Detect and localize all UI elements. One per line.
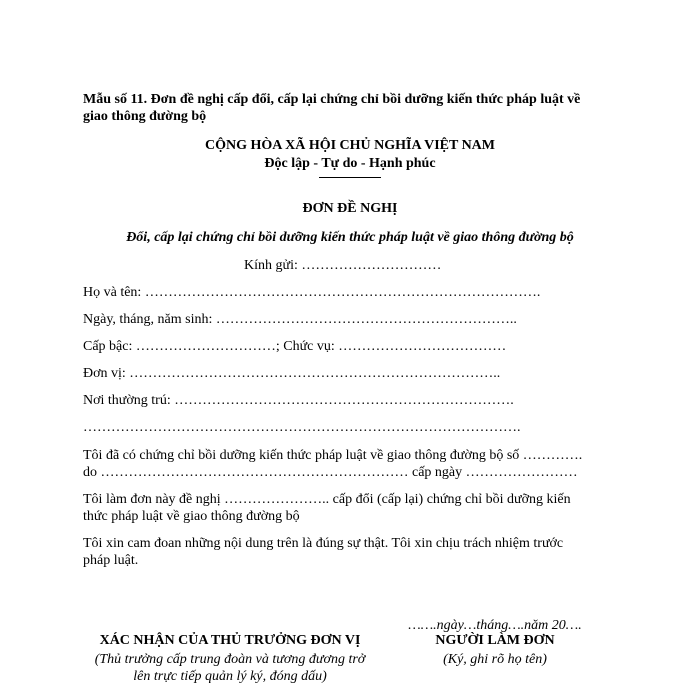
document-title: ĐƠN ĐỀ NGHỊ: [302, 201, 398, 216]
date-line: …….ngày…tháng….năm 20….: [408, 618, 582, 633]
applicant-title: NGƯỜI LÀM ĐƠN: [435, 633, 555, 648]
country-name: CỘNG HÒA XÃ HỘI CHỦ NGHĨA VIỆT NAM: [204, 138, 495, 153]
commitment-paragraph-line2: pháp luật.: [83, 553, 139, 568]
request-paragraph-line1: Tôi làm đơn này đề nghị ………………….. cấp đổi (cấp lại) chứng chỉ bồi dưỡng kiến: [83, 492, 571, 507]
certificate-paragraph-line1: Tôi đã có chứng chỉ bồi dưỡng kiến thức pháp luật về giao thông đường bộ số ………….: [83, 448, 583, 463]
request-paragraph-line2: thức pháp luật về giao thông đường bộ: [83, 509, 300, 524]
motto: Độc lập - Tự do - Hạnh phúc: [264, 156, 436, 171]
field-date-of-birth: Ngày, tháng, năm sinh: ………………………………………………………..: [83, 312, 517, 327]
form-title-line1: Mẫu số 11. Đơn đề nghị cấp đổi, cấp lại chứng chỉ bồi dưỡng kiến thức pháp luật về: [83, 92, 581, 107]
document-subtitle: Đổi, cấp lại chứng chỉ bồi dưỡng kiến thức pháp luật về giao thông đường bộ: [126, 230, 574, 245]
certificate-paragraph-line2: do ………………………………………………………… cấp ngày ……………………: [83, 465, 578, 480]
field-full-name: Họ và tên: ………………………………………………………………………….: [83, 285, 541, 300]
field-unit: Đơn vị: ……………………………………………………………………..: [83, 366, 501, 381]
form-title-line2: giao thông đường bộ: [83, 109, 207, 124]
confirmation-note-line2: lên trực tiếp quản lý ký, đóng dấu): [133, 669, 327, 684]
applicant-note: (Ký, ghi rõ họ tên): [443, 652, 547, 667]
field-permanent-residence: Nơi thường trú: ……………………………………………………………….: [83, 393, 514, 408]
recipient-line: Kính gửi: …………………………: [244, 258, 442, 273]
confirmation-title: XÁC NHẬN CỦA THỦ TRƯỞNG ĐƠN VỊ: [99, 633, 361, 648]
field-rank-position: Cấp bậc: …………………………; Chức vụ: ………………………………: [83, 339, 507, 354]
confirmation-note-line1: (Thủ trưởng cấp trung đoàn và tương đương trở: [94, 652, 366, 667]
field-extra-line: ………………………………………………………………………………….: [83, 420, 521, 435]
motto-underline: [319, 177, 381, 178]
commitment-paragraph-line1: Tôi xin cam đoan những nội dung trên là đúng sự thật. Tôi xin chịu trách nhiệm trước: [83, 536, 564, 551]
